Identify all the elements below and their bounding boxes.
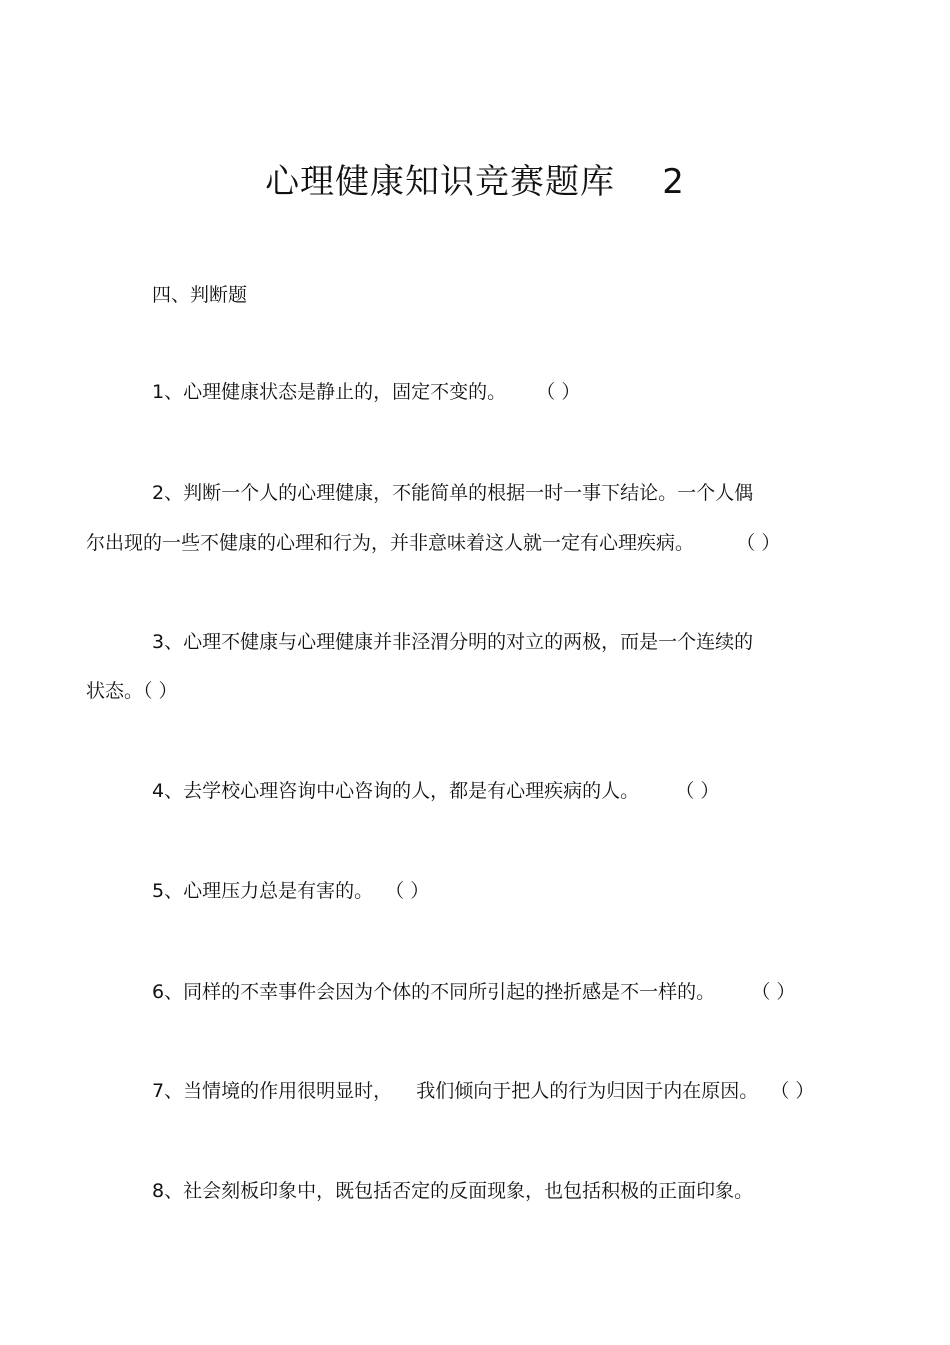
question-7-line-1: 7、当情境的作用很明显时， 我们倾向于把人的行为归因于内在原因。 （ ） <box>152 1080 815 1102</box>
question-6-line-1: 6、同样的不幸事件会因为个体的不同所引起的挫折感是不一样的。 （ ） <box>152 981 796 1003</box>
question-5-line-1: 5、心理压力总是有害的。 （ ） <box>152 880 430 902</box>
question-2-line-1: 2、判断一个人的心理健康，不能简单的根据一时一事下结论。一个人偶 <box>152 482 754 504</box>
question-2-line-2: 尔出现的一些不健康的心理和行为，并非意味着这人就一定有心理疾病。 （ ） <box>86 532 781 554</box>
question-3-line-2: 状态。（ ） <box>86 680 178 702</box>
question-8-line-1: 8、社会刻板印象中，既包括否定的反面现象，也包括积极的正面印象。 <box>152 1180 754 1202</box>
section-heading: 四、判断题 <box>152 284 248 306</box>
question-1-line-1: 1、心理健康状态是静止的，固定不变的。 （ ） <box>152 381 581 403</box>
question-4-line-1: 4、去学校心理咨询中心咨询的人，都是有心理疾病的人。 （ ） <box>152 780 720 802</box>
question-3-line-1: 3、心理不健康与心理健康并非泾渭分明的对立的两极，而是一个连续的 <box>152 631 754 653</box>
page-title: 心理健康知识竞赛题库 2 <box>265 162 685 202</box>
